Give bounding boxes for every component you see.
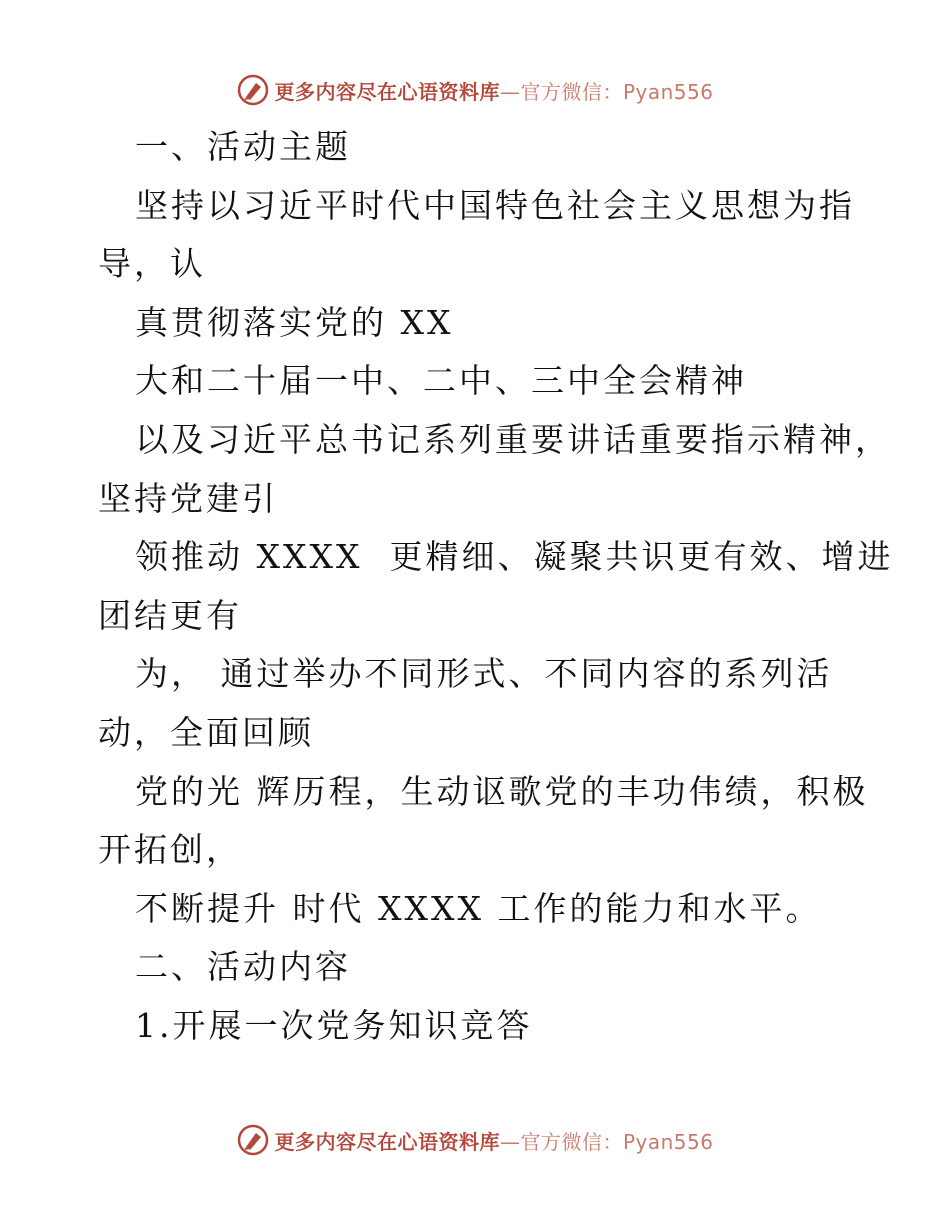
pen-nib-logo-icon xyxy=(236,1123,270,1157)
text-line: 不断提升 时代 XXXX 工作的能力和水平。 xyxy=(135,888,822,928)
text-line: 党的光 辉历程，生动讴歌党的丰功伟绩，积极 xyxy=(135,771,869,811)
text-line: 为， 通过举办不同形式、不同内容的系列活 xyxy=(135,654,833,694)
watermark-prefix: 更多内容尽在心语资料库 xyxy=(274,1129,500,1154)
text-line: 动，全面回顾 xyxy=(98,712,314,752)
text-line: 坚持以习近平时代中国特色社会主义思想为指 xyxy=(135,185,855,225)
text-line: 团结更有 xyxy=(98,595,242,635)
watermark-suffix: —官方微信：Pyan556 xyxy=(499,1129,714,1154)
text-line: 二、活动内容 xyxy=(135,947,351,987)
text-line: 一、活动主题 xyxy=(135,127,351,166)
text-line: 领推动 XXXX 更精细、凝聚共识更有效、增进 xyxy=(135,537,894,577)
text-line: 以及习近平总书记系列重要讲话重要指示精神， xyxy=(135,419,891,459)
text-line: 大和二十届一中、二中、三中全会精神 xyxy=(135,361,747,401)
text-line: 1.开展一次党务知识竞答 xyxy=(135,1005,533,1045)
pen-nib-logo-icon xyxy=(236,73,270,107)
document-body xyxy=(98,118,894,1056)
text-line: 坚持党建引 xyxy=(98,478,278,518)
text-line: 真贯彻落实党的 XX xyxy=(135,302,454,342)
watermark-header xyxy=(0,70,950,110)
text-line: 开拓创， xyxy=(98,830,242,870)
watermark-prefix: 更多内容尽在心语资料库 xyxy=(274,79,500,104)
text-line: 导，认 xyxy=(98,244,206,284)
watermark-suffix: —官方微信：Pyan556 xyxy=(499,79,714,104)
watermark-footer xyxy=(0,1120,950,1160)
